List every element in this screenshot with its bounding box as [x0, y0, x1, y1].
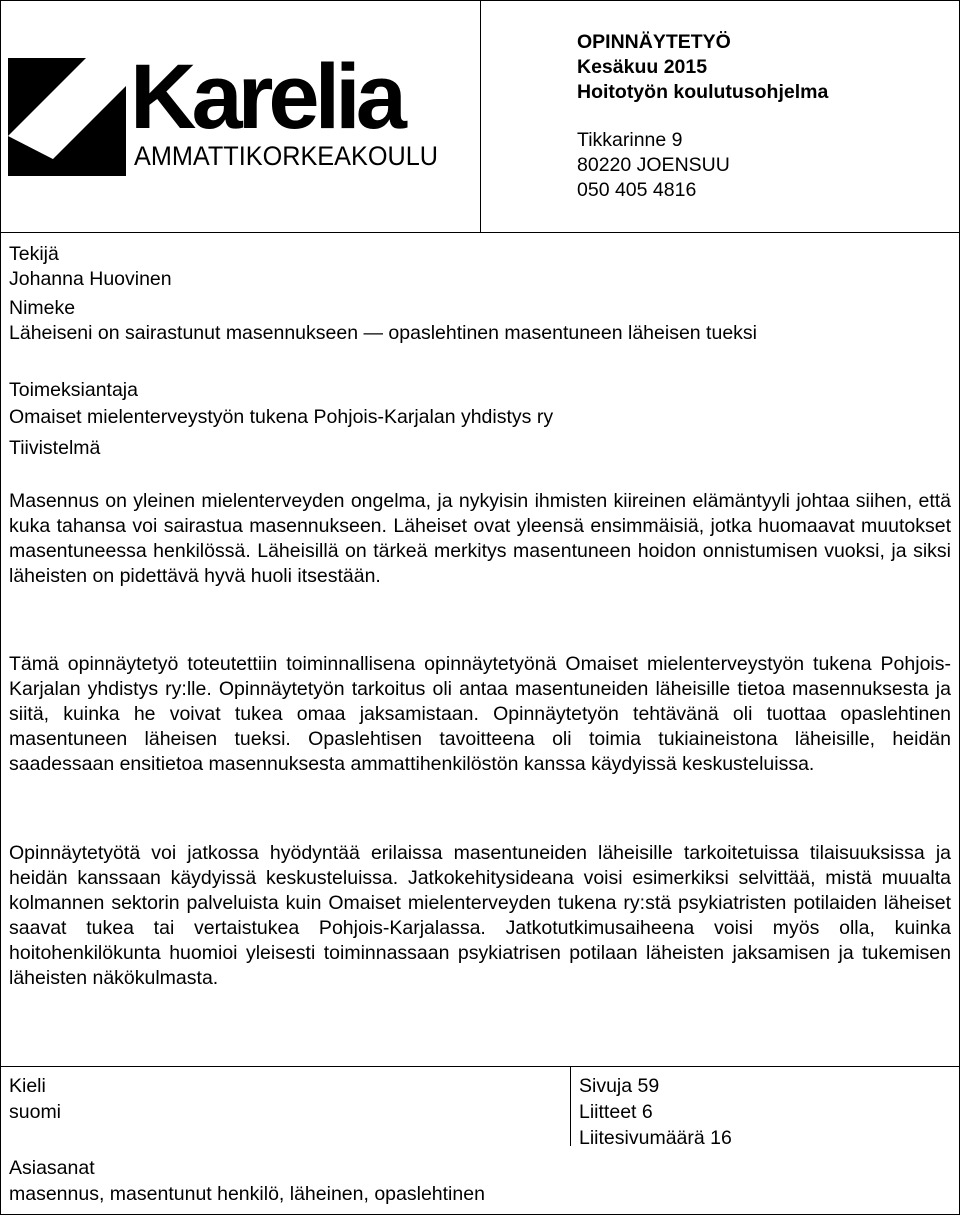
header-divider-vertical [480, 0, 481, 233]
footer-divider-horizontal [0, 1066, 960, 1067]
document-date: Kesäkuu 2015 [577, 56, 708, 78]
keywords-label: Asiasanat [9, 1157, 95, 1179]
abstract-paragraph-3: Opinnäytetyötä voi jatkossa hyödyntää erilaissa masentuneiden läheisille tarkoitetuissa tilaisuuksissa ja heidän kanssaan käydyissä keskusteluissa. Jatkokehitysideana voisi esimerkiksi selvittää, mistä muualta kolmannen sektorin palveluista kuin Omaiset mielenterveyden tukena ry:stä psykiatristen potilaiden läheiset saavat tukea tai vertaistukea Pohjois-Karjalassa. Jatkotutkimusaiheena voisi myös olla, kuinka hoitohenkilökunta huomioi yleisesti toiminnassaan psykiatrisen potilaan läheisten jaksamisen ja tukemisen läheisten näkökulmasta. [9, 842, 951, 989]
address-city: 80220 JOENSUU [577, 154, 730, 176]
keywords-value: masennus, masentunut henkilö, läheinen, opaslehtinen [9, 1183, 485, 1205]
appendix-count: Liitteet 6 [579, 1101, 653, 1123]
document-type: OPINNÄYTETYÖ [577, 31, 731, 53]
abstract-paragraph-1: Masennus on yleinen mielenterveyden ongelma, ja nykyisin ihmisten kiireinen elämäntyyli johtaa siihen, että kuka tahansa voi sairastua masennukseen. Läheiset ovat yleensä ensimmäisiä, jotka huomaavat muutokset masentuneessa henkilössä. Läheisillä on tärkeä merkitys masentuneen hoidon onnistumisen vuoksi, ja siksi läheisten on pidettävä hyvä huoli itsestään. [9, 490, 951, 587]
commissioner-name: Omaiset mielenterveystyön tukena Pohjois-Karjalan yhdistys ry [9, 406, 554, 428]
logo-mark-icon [8, 58, 126, 176]
title-label: Nimeke [9, 297, 76, 319]
header-divider-horizontal [0, 232, 960, 233]
phone-number: 050 405 4816 [577, 179, 697, 201]
language-value: suomi [9, 1101, 62, 1123]
logo-subtitle-text: AMMATTIKORKEAKOULU [134, 141, 438, 171]
degree-program: Hoitotyön koulutusohjelma [577, 81, 829, 103]
author-name: Johanna Huovinen [9, 268, 172, 290]
language-label: Kieli [9, 1075, 46, 1097]
page-count: Sivuja 59 [579, 1075, 660, 1097]
footer-divider-vertical [570, 1066, 571, 1146]
appendix-page-count: Liitesivumäärä 16 [579, 1127, 732, 1149]
logo-brand-text: Karelia [130, 58, 402, 148]
author-label: Tekijä [9, 243, 59, 265]
commissioner-label: Toimeksiantaja [9, 379, 138, 401]
karelia-logo [8, 58, 440, 176]
thesis-title: Läheiseni on sairastunut masennukseen — opaslehtinen masentuneen läheisen tueksi [9, 322, 757, 344]
address-street: Tikkarinne 9 [577, 129, 683, 151]
header-info [577, 30, 828, 203]
abstract-label: Tiivistelmä [9, 437, 101, 459]
abstract-paragraph-2: Tämä opinnäytetyö toteutettiin toiminnallisena opinnäytetyönä Omaiset mielenterveystyön tukena Pohjois-Karjalan yhdistys ry:lle. Opinnäytetyön tarkoitus oli antaa masentuneiden läheisille tietoa masennuksesta ja siitä, kuinka he voivat tukea omaa jaksamistaan. Opinnäytetyön tehtävänä oli tuottaa opaslehtinen masentuneen läheisen tueksi. Opaslehtisen tavoitteena oli toimia tukiaineistona läheisille, heidän saadessaan ensitietoa masennuksesta ammattihenkilöstön kanssa käydyissä keskusteluissa. [9, 653, 951, 775]
